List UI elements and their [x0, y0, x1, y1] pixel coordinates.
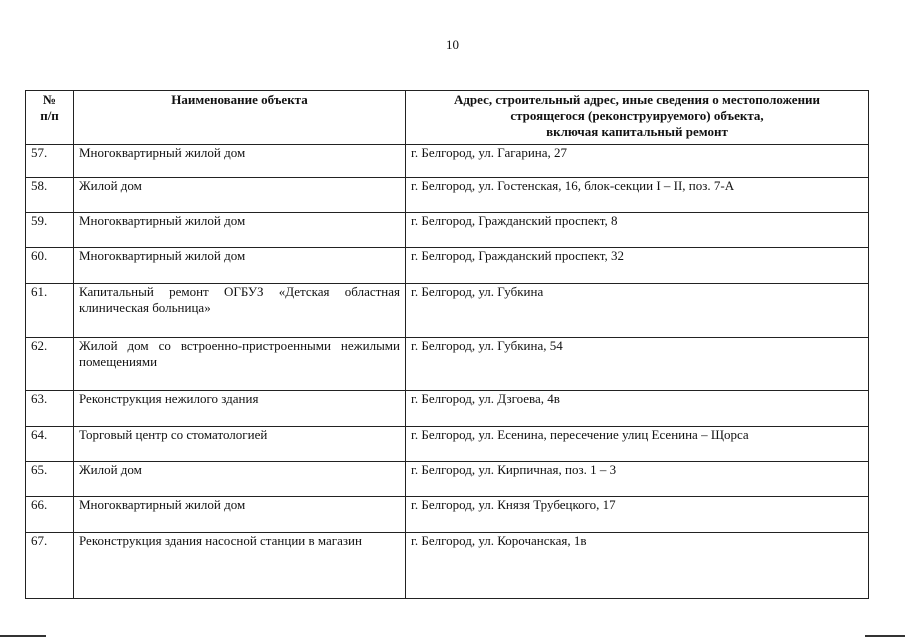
table-row: [26, 248, 869, 284]
row-object-name: Многоквартирный жилой дом: [74, 213, 406, 248]
row-address: г. Белгород, ул. Гагарина, 27: [406, 145, 869, 178]
header-object-name: Наименование объекта: [74, 91, 406, 145]
table-row: [26, 462, 869, 497]
page-number: 10: [446, 37, 459, 52]
row-number: 64.: [26, 427, 74, 462]
row-object-name: Многоквартирный жилой дом: [74, 248, 406, 284]
row-number: 65.: [26, 462, 74, 497]
table-row: [26, 427, 869, 462]
row-address: г. Белгород, ул. Есенина, пересечение улиц Есенина – Щорса: [406, 427, 869, 462]
header-address-line: включая капитальный ремонт: [546, 124, 728, 139]
row-object-name: Торговый центр со стоматологией: [74, 427, 406, 462]
row-object-name: Капитальный ремонт ОГБУЗ «Детская областная клиническая больница»: [74, 284, 406, 338]
row-object-name: Реконструкция нежилого здания: [74, 391, 406, 427]
row-object-name: Жилой дом со встроенно-пристроенными нежилыми помещениями: [74, 338, 406, 391]
table-row: [26, 338, 869, 391]
table-row: [26, 533, 869, 599]
row-number: 57.: [26, 145, 74, 178]
row-address: г. Белгород, ул. Гостенская, 16, блок-секции I – II, поз. 7-А: [406, 178, 869, 213]
row-number: 58.: [26, 178, 74, 213]
row-number: 63.: [26, 391, 74, 427]
header-address-line: Адрес, строительный адрес, иные сведения о местоположении: [453, 92, 821, 107]
row-object-name: Многоквартирный жилой дом: [74, 145, 406, 178]
table-row: [26, 178, 869, 213]
row-object-name: Многоквартирный жилой дом: [74, 497, 406, 533]
row-object-name: Реконструкция здания насосной станции в магазин: [74, 533, 406, 599]
table-row: [26, 284, 869, 338]
table-header-row: [26, 91, 869, 145]
row-address: г. Белгород, ул. Дзгоева, 4в: [406, 391, 869, 427]
row-address: г. Белгород, ул. Князя Трубецкого, 17: [406, 497, 869, 533]
table-row: [26, 213, 869, 248]
row-address: г. Белгород, ул. Губкина, 54: [406, 338, 869, 391]
header-number-symbol: №: [42, 92, 57, 107]
scan-edge-line: [0, 635, 46, 637]
row-number: 59.: [26, 213, 74, 248]
row-number: 60.: [26, 248, 74, 284]
row-number: 62.: [26, 338, 74, 391]
row-address: г. Белгород, ул. Губкина: [406, 284, 869, 338]
row-number: 67.: [26, 533, 74, 599]
row-number: 61.: [26, 284, 74, 338]
row-object-name: Жилой дом: [74, 462, 406, 497]
header-number-abbrev: п/п: [40, 108, 59, 123]
table-row: [26, 391, 869, 427]
row-address: г. Белгород, Гражданский проспект, 8: [406, 213, 869, 248]
table-row: [26, 497, 869, 533]
header-number: [26, 91, 74, 145]
row-number: 66.: [26, 497, 74, 533]
row-address: г. Белгород, ул. Корочанская, 1в: [406, 533, 869, 599]
scan-edge-line: [865, 635, 905, 637]
table-row: [26, 145, 869, 178]
header-address-line: строящегося (реконструируемого) объекта,: [510, 108, 764, 123]
row-address: г. Белгород, Гражданский проспект, 32: [406, 248, 869, 284]
header-address: [406, 91, 869, 145]
row-address: г. Белгород, ул. Кирпичная, поз. 1 – 3: [406, 462, 869, 497]
row-object-name: Жилой дом: [74, 178, 406, 213]
objects-table: [25, 90, 869, 599]
